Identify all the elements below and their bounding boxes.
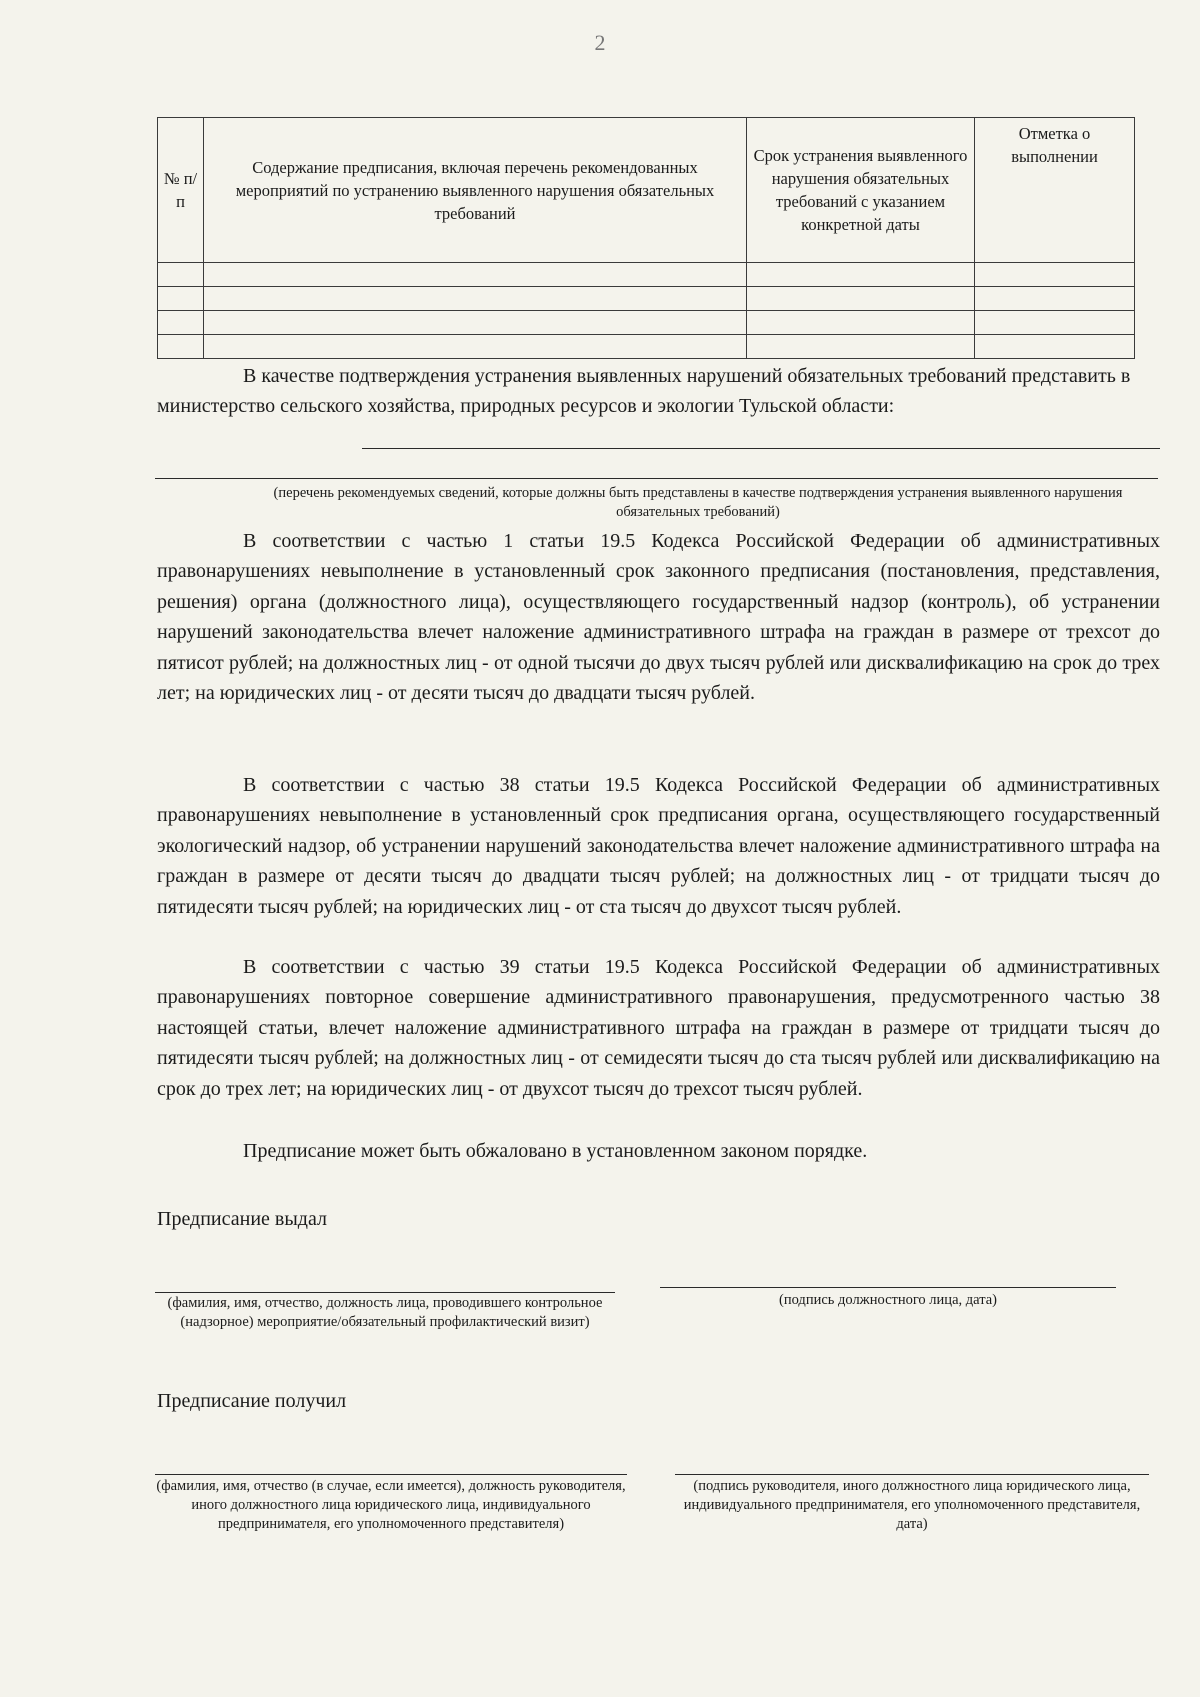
- confirmation-note: (перечень рекомендуемых сведений, которые должны быть представлены в качестве подтверждения устранения выявленного нарушения обязательных требований): [273, 485, 1123, 520]
- appeal-paragraph: Предписание может быть обжаловано в установленном законом порядке.: [243, 1140, 868, 1162]
- paragraph-part-39: В соответствии с частью 39 статьи 19.5 Кодекса Российской Федерации об административных правонарушениях повторное совершение административного правонарушения, предусмотренного частью 38 настоящей статьи, влечет наложение административного штрафа на граждан в размере от тридцати тысяч до пятидесяти тысяч рублей; на должностных лиц - от семидесяти тысяч до ста тысяч рублей или дисквалификацию на срок до трех лет; на юридических лиц - от двухсот тысяч до трехсот тысяч рублей.: [157, 956, 1160, 1100]
- confirmation-blank-line-2: [155, 478, 1158, 479]
- received-heading: Предписание получил: [157, 1390, 347, 1412]
- paragraph-part-1: В соответствии с частью 1 статьи 19.5 Кодекса Российской Федерации об административных правонарушениях невыполнение в установленный срок законного предписания (постановления, представления, решения) органа (должностного лица), осуществляющего государственный надзор (контроль), об устранении нарушений законодательства влечет наложение административного штрафа на граждан в размере от трехсот до пятисот рублей; на должностных лиц - от одной тысячи до двух тысяч рублей или дисквалификацию на срок до трех лет; на юридических лиц - от десяти тысяч до двадцати тысяч рублей.: [157, 530, 1160, 705]
- prescription-table: [157, 117, 1135, 359]
- paragraph-part-38: В соответствии с частью 38 статьи 19.5 Кодекса Российской Федерации об административных правонарушениях невыполнение в установленный срок предписания органа, осуществляющего государственный экологический надзор, об устранении нарушений законодательства влечет наложение административного штрафа на граждан в размере от десяти тысяч до двадцати тысяч рублей; на должностных лиц - от тридцати тысяч до пятидесяти тысяч рублей; на юридических лиц - от ста тысяч до двухсот тысяч рублей.: [157, 774, 1160, 918]
- received-signature-line: [675, 1474, 1149, 1475]
- table-row: [158, 263, 1135, 287]
- table-row: [158, 287, 1135, 311]
- received-name-note: (фамилия, имя, отчество (в случае, если имеется), должность руководителя, иного должностного лица юридического лица, индивидуального предпринимателя, его уполномоченного представителя): [156, 1478, 626, 1532]
- issued-name-line: [155, 1292, 615, 1293]
- received-name-line: [155, 1474, 627, 1475]
- header-content: Содержание предписания, включая перечень рекомендованных мероприятий по устранению выявленного нарушения обязательных требований: [204, 118, 747, 263]
- table-row: [158, 311, 1135, 335]
- header-mark: Отметка о выполнении: [975, 118, 1135, 263]
- page-number: 2: [594, 30, 606, 55]
- header-number: № п/п: [158, 118, 204, 263]
- issued-heading: Предписание выдал: [157, 1208, 328, 1230]
- issued-signature-line: [660, 1287, 1116, 1288]
- issued-name-note: (фамилия, имя, отчество, должность лица, проводившего контрольное (надзорное) мероприятие/обязательный профилактический визит): [167, 1295, 603, 1330]
- confirmation-blank-line: [362, 448, 1160, 449]
- received-signature-note: (подпись руководителя, иного должностного лица юридического лица, индивидуального предпринимателя, его уполномоченного представителя, дата): [683, 1478, 1141, 1532]
- confirmation-paragraph: В качестве подтверждения устранения выявленных нарушений обязательных требований представить в министерство сельского хозяйства, природных ресурсов и экологии Тульской области:: [157, 365, 1131, 418]
- header-deadline: Срок устранения выявленного нарушения обязательных требований с указанием конкретной даты: [747, 118, 975, 263]
- table-row: [158, 335, 1135, 359]
- table-header-row: [158, 118, 1135, 263]
- issued-signature-note: (подпись должностного лица, дата): [779, 1292, 997, 1308]
